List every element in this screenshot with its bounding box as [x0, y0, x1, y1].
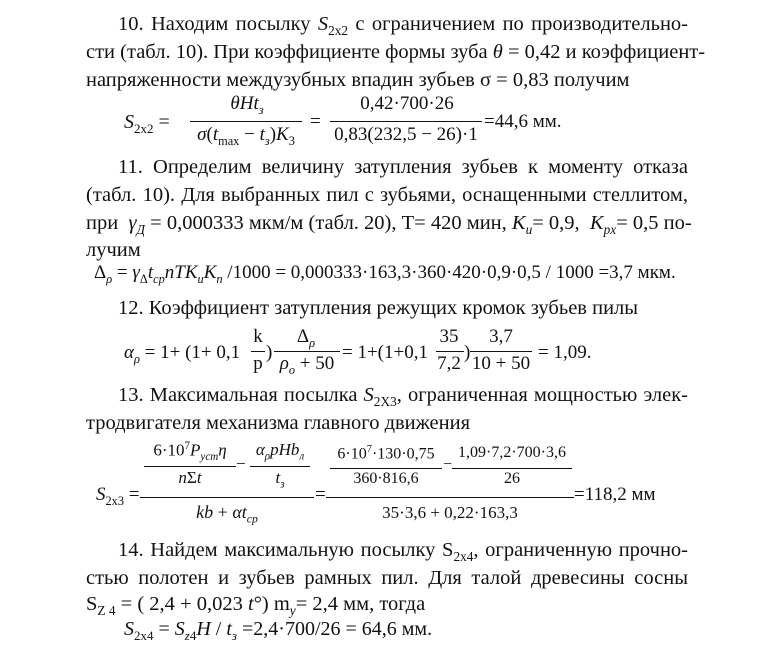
- p10-line-1: 10. Находим посылку $S_{2x2}$ с ограничением по производительно-: [118, 13, 688, 39]
- p13-minus-1: −: [236, 454, 246, 473]
- p10-line-3: напряженности междузубных впадин зубьев σ = 0,83 получим: [86, 69, 630, 91]
- p11-line-1: 11. Определим величину затупления зубьев к моменту отказа: [118, 156, 688, 178]
- p13-a-num: $6\cdot 10^7P_{уст}\eta$: [153, 440, 227, 464]
- p10-fraction-bar-2: [330, 121, 482, 122]
- p13-c-num: $6\cdot 10^7\cdot 130\cdot 0,75$: [337, 444, 435, 463]
- p13-d-den: 26: [504, 470, 520, 487]
- p14-line-2: стью полотен и зубьев рамных пил. Для талой древесины сосны: [86, 567, 688, 589]
- p12-num-delta: $\Delta_\rho$: [296, 326, 316, 350]
- p11-equation: $\Delta_\rho = \gamma_\Delta t_{ср}nTK_иK_п$ /1000 = 0,000333·163,3·360·420·0,9·0,5 / 1000 =3,7 мкм.: [94, 262, 676, 286]
- p13-big-bar-2: [326, 497, 574, 498]
- p14-line-1: 14. Найдем максимальную посылку $S_{2x4}$, ограниченную прочно-: [118, 539, 688, 565]
- p13-line-2: тродвигателя механизма главного движения: [86, 412, 471, 434]
- p10-eq-sign: =: [310, 111, 321, 132]
- p13-result: =118,2 мм: [574, 484, 656, 505]
- p12-result: = 1,09.: [538, 342, 592, 363]
- p11-line-2: (табл. 10). Для выбранных пил с зубьями, оснащенными стеллитом,: [86, 184, 688, 206]
- p10-num1: θHt$_з$: [230, 93, 264, 117]
- p13-big-den2: 35·3,6 + 0,22·163,3: [382, 503, 518, 522]
- p14-equation: $S_{2x4} = S_{z4}H / t_з =2,4\cdot 700/26 = 64,6$ мм.: [124, 618, 433, 643]
- p12-den-delta: $\rho_o + 50$: [279, 353, 335, 377]
- p12-close-2: ): [464, 342, 471, 363]
- p13-minus-2: −: [443, 456, 453, 473]
- p13-lhs: $S_{2x3}$ =: [96, 484, 140, 508]
- p10-line-2: сти (табл. 10). При коэффициенте формы зуба θ = 0,42 и коэффициент-: [86, 41, 706, 63]
- p12-d1050: 10 + 50: [471, 353, 531, 374]
- p13-big-den: kb + $\alpha t_{ср}$: [196, 502, 258, 526]
- p12-eq2: = 1+(1+0,1: [342, 342, 428, 363]
- p13-a-den: nΣt: [178, 468, 202, 487]
- p10-num2: 0,42·700·26: [360, 93, 454, 114]
- p13-c-den: 360·816,6: [353, 470, 419, 487]
- p12-n72: 7,2: [437, 353, 461, 374]
- p13-b-num: $\alpha_\rho pHb_л$: [255, 440, 305, 463]
- p13-big-bar-1: [140, 497, 314, 498]
- p10-den2: 0,83(232,5 − 26)·1: [334, 124, 478, 145]
- p10-result: =44,6 мм.: [484, 111, 562, 132]
- p11-line-3: при $\gamma_Д = 0,000333$ мкм/м (табл. 20), T= 420 мин, $K_и= 0,9$, $K_{px}= 0,5$ по-: [86, 212, 692, 238]
- p12-p: p: [253, 353, 263, 374]
- p13-line-1: 13. Максимальная посылка $S_{2X3}$, ограниченная мощностью элек-: [118, 384, 688, 410]
- p14-line-3: $S_{Z 4}$ = ( 2,4 + 0,023 t°) $m_у= 2,4$ мм, тогда: [86, 593, 426, 619]
- p13-b-den: $t_з$: [275, 468, 285, 491]
- p12-n37: 3,7: [489, 326, 513, 347]
- p13-eq: =: [315, 484, 326, 505]
- p12-n35: 35: [439, 326, 459, 347]
- p12-k: k: [253, 326, 263, 347]
- p10-den1: $\sigma(t_{max} - t_з)K_3$: [197, 124, 295, 148]
- p12-line-1: 12. Коэффициент затупления режущих кромок зубьев пилы: [118, 297, 639, 319]
- p10-eq-lhs: $S_{2x2}$ =: [124, 111, 170, 136]
- p13-d-num: 1,09·7,2·700·3,6: [458, 444, 566, 461]
- p11-line-4: лучим: [86, 239, 141, 261]
- p12-close-1: ): [266, 342, 273, 363]
- p10-fraction-bar-1: [190, 121, 302, 122]
- p12-lhs: $\alpha_\rho = 1+ (1+ 0,1$: [124, 342, 241, 366]
